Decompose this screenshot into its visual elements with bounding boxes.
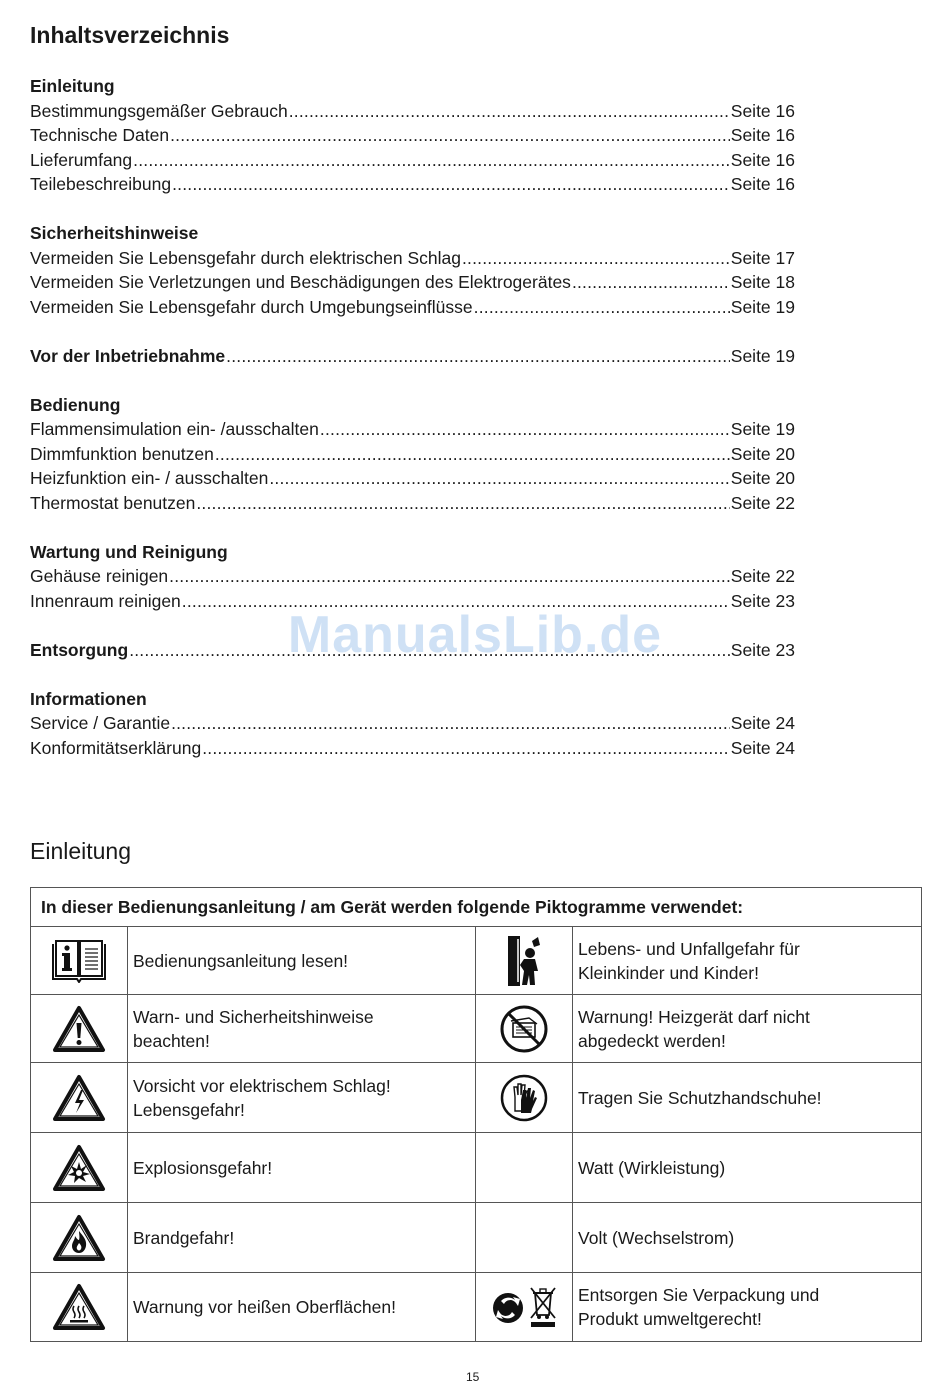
toc-leader-dots <box>572 270 730 295</box>
description-line: Lebens- und Unfallgefahr für <box>578 938 800 959</box>
pictogram-description <box>128 927 476 995</box>
toc-entry-page: Seite 16 <box>730 125 795 145</box>
toc-entry-page: Seite 20 <box>730 468 795 488</box>
toc-entry[interactable] <box>30 344 795 369</box>
pictogram-description <box>128 995 476 1063</box>
toc-heading: Sicherheitshinweise <box>30 223 199 243</box>
toc-section <box>30 687 795 761</box>
pictogram-description <box>128 1133 476 1203</box>
pictogram-description <box>573 995 922 1063</box>
toc-entry-label: Vermeiden Sie Lebensgefahr durch Umgebungseinflüsse <box>30 296 473 317</box>
toc-entry-label: Innenraum reinigen <box>30 590 181 611</box>
toc-entry-page: Seite 19 <box>730 345 795 366</box>
description-line: Warnung! Heizgerät darf nicht <box>578 1006 810 1027</box>
toc-entry-page: Seite 24 <box>730 713 795 733</box>
toc-entry-page: Seite 22 <box>730 492 795 513</box>
toc-heading: Einleitung <box>30 76 115 96</box>
toc-entry-page: Seite 24 <box>730 737 795 758</box>
toc-heading: Informationen <box>30 688 147 709</box>
toc-entry-label: Konformitätserklärung <box>30 737 202 758</box>
toc-entry-page: Seite 20 <box>730 443 795 464</box>
pictogram-description <box>573 1063 922 1133</box>
toc-entry-label: Teilebeschreibung <box>30 174 172 194</box>
toc-leader-dots <box>171 711 730 736</box>
manual-book-icon <box>31 927 128 995</box>
toc-entry[interactable] <box>30 736 795 761</box>
toc-entry-page: Seite 19 <box>730 296 795 317</box>
toc-entry-label: Thermostat benutzen <box>30 492 196 513</box>
gloves-icon <box>476 1063 573 1133</box>
table-of-contents <box>30 74 795 785</box>
volt-symbol-cell <box>476 1203 573 1273</box>
description-line: Kleinkinder und Kinder! <box>578 962 759 983</box>
description-line: Explosionsgefahr! <box>133 1157 273 1178</box>
description-line: Volt (Wechselstrom) <box>578 1227 735 1248</box>
toc-entry-page: Seite 23 <box>730 590 795 611</box>
toc-section <box>30 74 795 197</box>
page-title: Inhaltsverzeichnis <box>30 22 230 48</box>
fire-icon <box>31 1203 128 1273</box>
toc-entry[interactable] <box>30 417 795 442</box>
toc-section <box>30 344 795 369</box>
page-number: 15 <box>466 1370 480 1384</box>
pictogram-description <box>573 927 922 995</box>
table-row <box>31 927 922 995</box>
pictogram-description <box>573 1273 922 1342</box>
toc-entry-label: Entsorgung <box>30 639 129 660</box>
description-line: Tragen Sie Schutzhandschuhe! <box>578 1087 822 1108</box>
toc-leader-dots <box>133 148 730 173</box>
toc-heading: Bedienung <box>30 394 121 415</box>
toc-entry-page: Seite 17 <box>730 247 795 268</box>
description-line: Warn- und Sicherheitshinweise <box>133 1006 374 1027</box>
toc-entry[interactable] <box>30 246 795 271</box>
toc-entry-page: Seite 22 <box>730 566 795 586</box>
toc-entry[interactable] <box>30 99 795 124</box>
section-title: Einleitung <box>30 838 132 864</box>
description-line: Entsorgen Sie Verpackung und <box>578 1285 820 1305</box>
toc-entry[interactable] <box>30 270 795 295</box>
toc-entry[interactable] <box>30 711 795 736</box>
toc-entry-label: Gehäuse reinigen <box>30 566 169 586</box>
toc-entry[interactable] <box>30 442 795 467</box>
toc-entry-label: Dimmfunktion benutzen <box>30 443 214 464</box>
toc-entry-page: Seite 19 <box>730 419 795 439</box>
toc-entry-label: Bestimmungsgemäßer Gebrauch <box>30 100 288 121</box>
child-danger-icon <box>476 927 573 995</box>
description-line: Produkt umweltgerecht! <box>578 1309 762 1329</box>
toc-leader-dots <box>169 564 730 589</box>
toc-entry-label: Vor der Inbetriebnahme <box>30 345 226 366</box>
toc-entry[interactable] <box>30 172 795 197</box>
toc-entry[interactable] <box>30 564 795 589</box>
toc-entry-page: Seite 16 <box>730 149 795 170</box>
pictogram-description <box>128 1063 476 1133</box>
toc-entry-label: Lieferumfang <box>30 149 133 170</box>
toc-section <box>30 540 795 614</box>
toc-leader-dots <box>462 246 730 271</box>
description-line: abgedeckt werden! <box>578 1030 726 1051</box>
toc-entry-page: Seite 16 <box>730 100 795 121</box>
toc-entry-label: Flammensimulation ein- /ausschalten <box>30 419 319 439</box>
toc-section <box>30 221 795 319</box>
description-line: Vorsicht vor elektrischem Schlag! <box>133 1075 391 1096</box>
toc-entry-label: Vermeiden Sie Lebensgefahr durch elektrischen Schlag <box>30 247 461 268</box>
description-line: Lebensgefahr! <box>133 1099 245 1120</box>
toc-leader-dots <box>320 417 730 442</box>
toc-entry[interactable] <box>30 123 795 148</box>
toc-entry-page: Seite 18 <box>730 272 795 292</box>
toc-leader-dots <box>170 123 730 148</box>
toc-entry[interactable] <box>30 491 795 516</box>
toc-entry-label: Service / Garantie <box>30 713 171 733</box>
toc-entry-page: Seite 16 <box>730 174 795 194</box>
toc-leader-dots <box>172 172 730 197</box>
watt-symbol-cell <box>476 1133 573 1203</box>
toc-entry[interactable] <box>30 148 795 173</box>
hot-surface-icon <box>31 1273 128 1342</box>
table-row <box>31 1203 922 1273</box>
toc-leader-dots <box>226 344 730 369</box>
table-row <box>31 995 922 1063</box>
pictogram-description <box>128 1273 476 1342</box>
pictogram-table-header: In dieser Bedienungsanleitung / am Gerät werden folgende Piktogramme verwendet: <box>31 888 922 927</box>
toc-entry-page: Seite 23 <box>730 639 795 660</box>
toc-leader-dots <box>269 466 729 491</box>
do-not-cover-icon <box>476 995 573 1063</box>
electric-shock-icon <box>31 1063 128 1133</box>
description-line: Brandgefahr! <box>133 1227 235 1248</box>
explosion-icon <box>31 1133 128 1203</box>
description-line: beachten! <box>133 1030 210 1051</box>
table-row <box>31 1063 922 1133</box>
toc-leader-dots <box>474 295 730 320</box>
table-row <box>31 1133 922 1203</box>
toc-entry-label: Vermeiden Sie Verletzungen und Beschädigungen des Elektrogerätes <box>30 272 571 292</box>
toc-heading: Wartung und Reinigung <box>30 541 228 562</box>
toc-leader-dots <box>289 99 730 124</box>
toc-leader-dots <box>202 736 730 761</box>
toc-entry-label: Technische Daten <box>30 125 170 145</box>
toc-leader-dots <box>215 442 730 467</box>
description-line: Watt (Wirkleistung) <box>578 1157 726 1178</box>
pictogram-description <box>573 1203 922 1273</box>
recycling-disposal-icon <box>476 1273 573 1342</box>
table-row <box>31 1273 922 1342</box>
watermark: ManualsLib.de <box>287 606 663 664</box>
pictogram-description <box>128 1203 476 1273</box>
toc-entry[interactable] <box>30 295 795 320</box>
toc-section <box>30 393 795 516</box>
description-line: Bedienungsanleitung lesen! <box>133 950 349 971</box>
pictogram-description <box>573 1133 922 1203</box>
toc-entry-label: Heizfunktion ein- / ausschalten <box>30 468 269 488</box>
warning-triangle-icon <box>31 995 128 1063</box>
pictogram-table <box>30 887 922 1342</box>
toc-leader-dots <box>196 491 729 516</box>
description-line: Warnung vor heißen Oberflächen! <box>133 1297 396 1317</box>
toc-entry[interactable] <box>30 466 795 491</box>
